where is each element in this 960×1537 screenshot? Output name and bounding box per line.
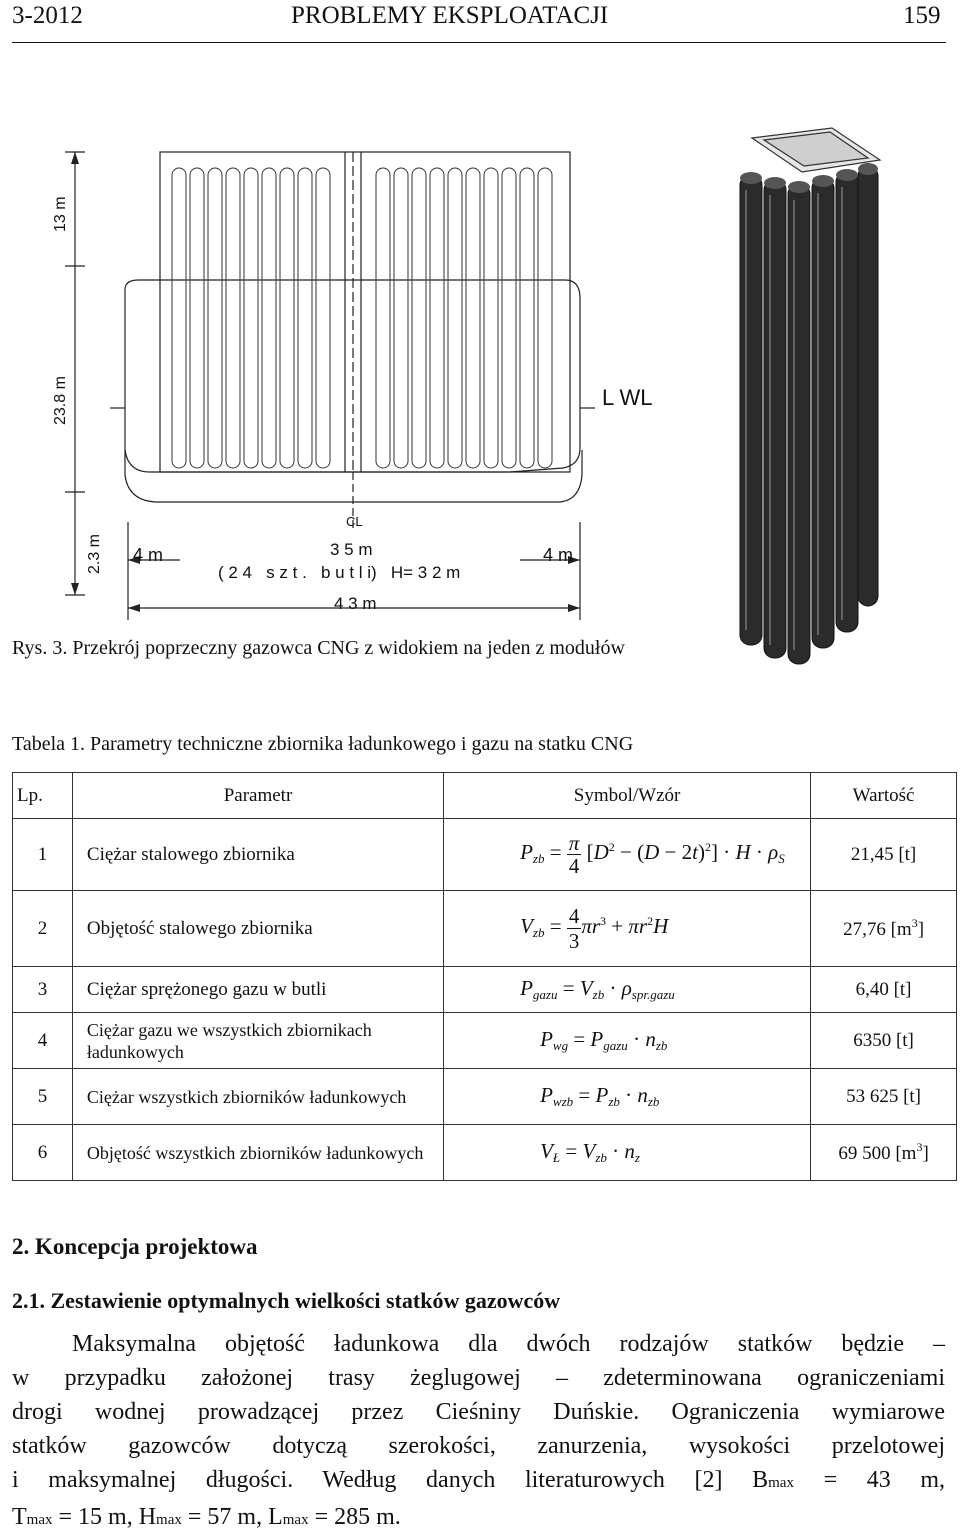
row-param: Ciężar gazu we wszystkich zbiornikach ładunkowych bbox=[72, 1013, 443, 1069]
dim-4m-left: 4 m bbox=[133, 545, 164, 565]
table-row bbox=[13, 1013, 957, 1069]
row-lp: 3 bbox=[13, 967, 73, 1013]
body-line: statków gazowców dotyczą szerokości, zanurzenia, wysokości przelotowej bbox=[12, 1433, 945, 1459]
formula-pzb: $P_{zb} = \frac{\pi}{4} [D^2 - (D - 2t)^2] \cdot H \cdot \rho_S$ bbox=[444, 819, 811, 891]
table-row bbox=[13, 967, 957, 1013]
row-param: Ciężar sprężonego gazu w butli bbox=[72, 967, 443, 1013]
body-line: drogi wodnej prowadzącej przez Cieśniny Duńskie. Ograniczenia wymiarowe bbox=[12, 1399, 945, 1425]
row-param: Ciężar stalowego zbiornika bbox=[72, 819, 443, 891]
row-param: Objętość wszystkich zbiorników ładunkowych bbox=[72, 1125, 443, 1181]
body-line: Tmax = 15 m, Hmax = 57 m, Lmax = 285 m. bbox=[12, 1504, 401, 1530]
header-symbol: Symbol/Wzór bbox=[444, 773, 811, 819]
dim-35m: 3 5 m bbox=[330, 540, 373, 559]
body-paragraph bbox=[12, 1327, 945, 1537]
row-lp: 4 bbox=[13, 1013, 73, 1069]
header-lp: Lp. bbox=[13, 773, 73, 819]
dim-43m: 4 3 m bbox=[334, 594, 377, 613]
row-lp: 5 bbox=[13, 1069, 73, 1125]
dim-4m-right: 4 m bbox=[543, 545, 574, 565]
body-line: i maksymalnej długości. Według danych literaturowych [2] Bmax = 43 m, bbox=[12, 1467, 945, 1493]
table-caption: Tabela 1. Parametry techniczne zbiornika ładunkowego i gazu na statku CNG bbox=[12, 733, 634, 755]
row-value: 6350 [t] bbox=[811, 1013, 957, 1069]
cng-module-illustration bbox=[712, 120, 892, 680]
dim-238m: 23.8 m bbox=[52, 376, 69, 425]
page-number: 159 bbox=[903, 2, 941, 29]
row-value: 53 625 [t] bbox=[811, 1069, 957, 1125]
table-row bbox=[13, 891, 957, 967]
dim-13m: 13 m bbox=[52, 196, 69, 232]
journal-title: PROBLEMY EKSPLOATACJI bbox=[291, 2, 609, 29]
formula-vzb: $V_{zb} = 4$ $3\pi r^3 + \pi r^2H$ bbox=[444, 891, 811, 967]
body-line: w przypadku założonej trasy żeglugowej – zdeterminowana ograniczeniami bbox=[12, 1365, 945, 1391]
row-param: Objętość stalowego zbiornika bbox=[72, 891, 443, 967]
section-heading: 2. Koncepcja projektowa bbox=[12, 1234, 258, 1259]
table-header-row bbox=[13, 773, 957, 819]
row-value: 21,45 [t] bbox=[811, 819, 957, 891]
header-param: Parametr bbox=[72, 773, 443, 819]
figure-caption: Rys. 3. Przekrój poprzeczny gazowca CNG z widokiem na jeden z modułów bbox=[12, 637, 625, 659]
formula-pgazu: $P_{gazu} = V_{zb} \cdot \rho_{spr.gazu}$ bbox=[444, 967, 811, 1013]
cl-label: CL bbox=[346, 514, 363, 529]
row-value: 69 500 $[m^3]$ bbox=[811, 1125, 957, 1181]
body-line: Maksymalna objętość ładunkowa dla dwóch rodzajów statków będzie – bbox=[72, 1331, 945, 1357]
formula-pwzb: $P_{wzb} = P_{zb} \cdot n_{zb}$ bbox=[444, 1069, 811, 1125]
formula-pwg: $P_{wg} = P_{gazu} \cdot n_{zb}$ bbox=[444, 1013, 811, 1069]
table-row bbox=[13, 1069, 957, 1125]
row-param: Ciężar wszystkich zbiorników ładunkowych bbox=[72, 1069, 443, 1125]
subsection-heading: 2.1. Zestawienie optymalnych wielkości statków gazowców bbox=[12, 1288, 561, 1313]
table-row bbox=[13, 1125, 957, 1181]
parameters-table bbox=[12, 772, 957, 1181]
lwl-label: L WL bbox=[602, 385, 653, 410]
bottles-label: ( 2 4 s z t . b u t l i) H= 3 2 m bbox=[218, 563, 461, 582]
formula-vl: $V_Ł = V_{zb} \cdot n_z$ bbox=[444, 1125, 811, 1181]
row-lp: 6 bbox=[13, 1125, 73, 1181]
table-row bbox=[13, 819, 957, 891]
header-rule bbox=[12, 42, 946, 43]
row-lp: 2 bbox=[13, 891, 73, 967]
page-number-left: 3-2012 bbox=[12, 2, 83, 29]
row-value: 6,40 [t] bbox=[811, 967, 957, 1013]
row-lp: 1 bbox=[13, 819, 73, 891]
row-value: 27,76 $[m^3]$ bbox=[811, 891, 957, 967]
header-value: Wartość bbox=[811, 773, 957, 819]
dim-23m: 2.3 m bbox=[86, 533, 103, 574]
